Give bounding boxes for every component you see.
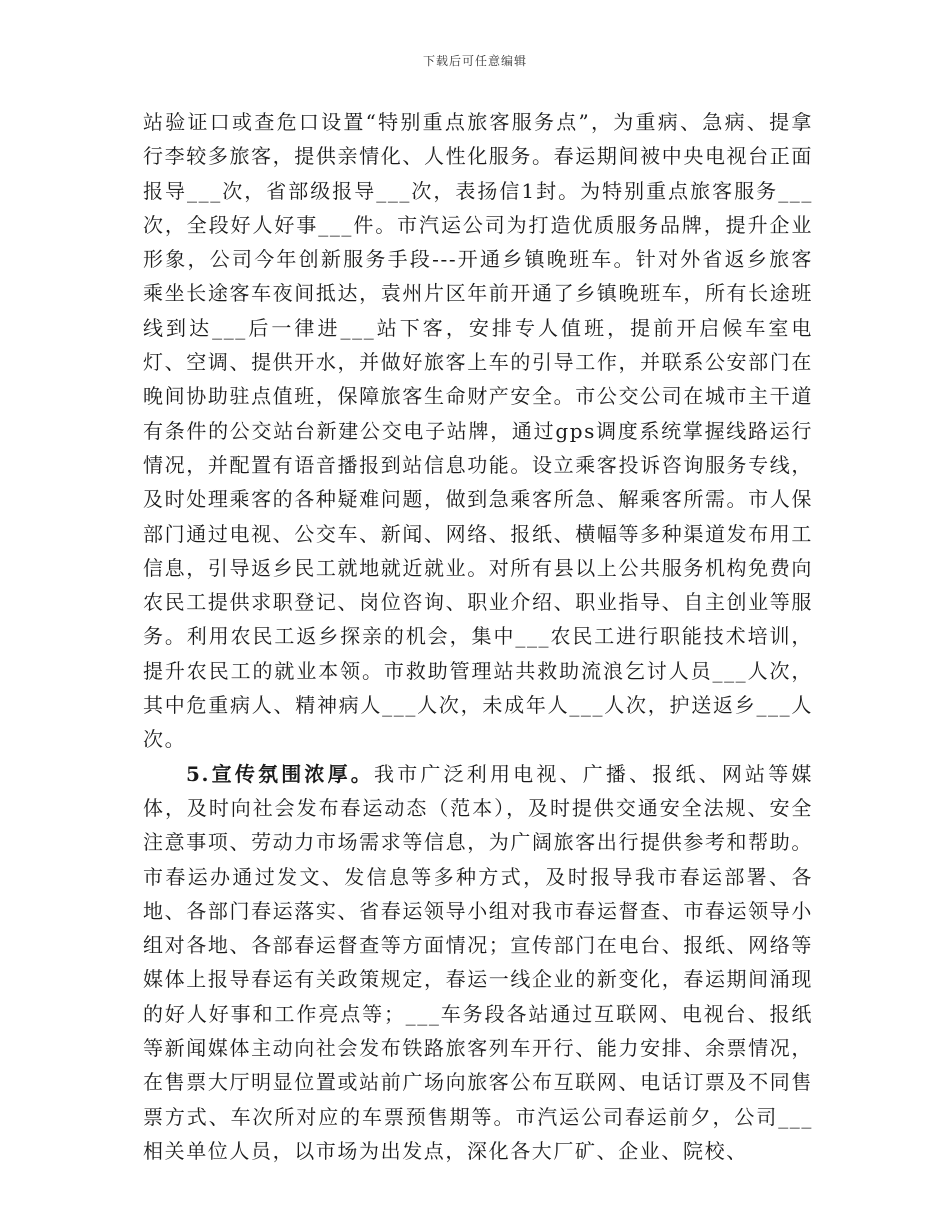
page-header: 下载后可任意编辑 <box>422 54 527 68</box>
paragraph-publicity <box>143 757 813 1169</box>
paragraph-continuation <box>143 105 813 757</box>
section-heading: 5.宣传氛围浓厚。 <box>186 761 374 786</box>
paragraph-text: 我市广泛利用电视、广播、报纸、网站等媒体，及时向社会发布春运动态（范本），及时提供交通安全法规、安全注意事项、劳动力市场需求等信息，为广阔旅客出行提供参考和帮助。市春运办通过发文、发信息等多种方式，及时报导我市春运部署、各地、各部门春运落实、省春运领导小组对我市春运督查、市春运领导小组对各地、各部春运督查等方面情况；宣传部门在电台、报纸、网络等媒体上报导春运有关政策规定，春运一线企业的新变化，春运期间涌现的好人好事和工作亮点等；___车务段各站通过互联网、电视台、报纸等新闻媒体主动向社会发布铁路旅客列车开行、能力安排、余票情况，在售票大厅明显位置或站前广场向旅客公布互联网、电话订票及不同售票方式、车次所对应的车票预售期等。市汽运公司春运前夕，公司___相关单位人员，以市场为出发点，深化各大厂矿、企业、院校、 <box>143 761 814 1163</box>
document-body <box>143 105 813 1168</box>
paragraph-text: 站验证口或查危口设置“特别重点旅客服务点”，为重病、急病、提拿行李较多旅客，提供亲情化、人性化服务。春运期间被中央电视台正面报导___次，省部级报导___次，表扬信1封。为特别重点旅客服务___次，全段好人好事___件。市汽运公司为打造优质服务品牌，提升企业形象，公司今年创新服务手段---开通乡镇晚班车。针对外省返乡旅客乘坐长途客车夜间抵达，袁州片区年前开通了乡镇晚班车，所有长途班线到达___后一律进___站下客，安排专人值班，提前开启候车室电灯、空调、提供开水，并做好旅客上车的引导工作，并联系公安部门在晚间协助驻点值班，保障旅客生命财产安全。市公交公司在城市主干道有条件的公交站台新建公交电子站牌，通过gps调度系统掌握线路运行情况，并配置有语音播报到站信息功能。设立乘客投诉咨询服务专线，及时处理乘客的各种疑难问题，做到急乘客所急、解乘客所需。市人保部门通过电视、公交车、新闻、网络、报纸、横幅等多种渠道发布用工信息，引导返乡民工就地就近就业。对所有县以上公共服务机构免费向农民工提供求职登记、岗位咨询、职业介绍、职业指导、自主创业等服务。利用农民工返乡探亲的机会，集中___农民工进行职能技术培训，提升农民工的就业本领。市救助管理站共救助流浪乞讨人员___人次，其中危重病人、精神病人___人次，未成年人___人次，护送返乡___人次。 <box>143 110 813 752</box>
